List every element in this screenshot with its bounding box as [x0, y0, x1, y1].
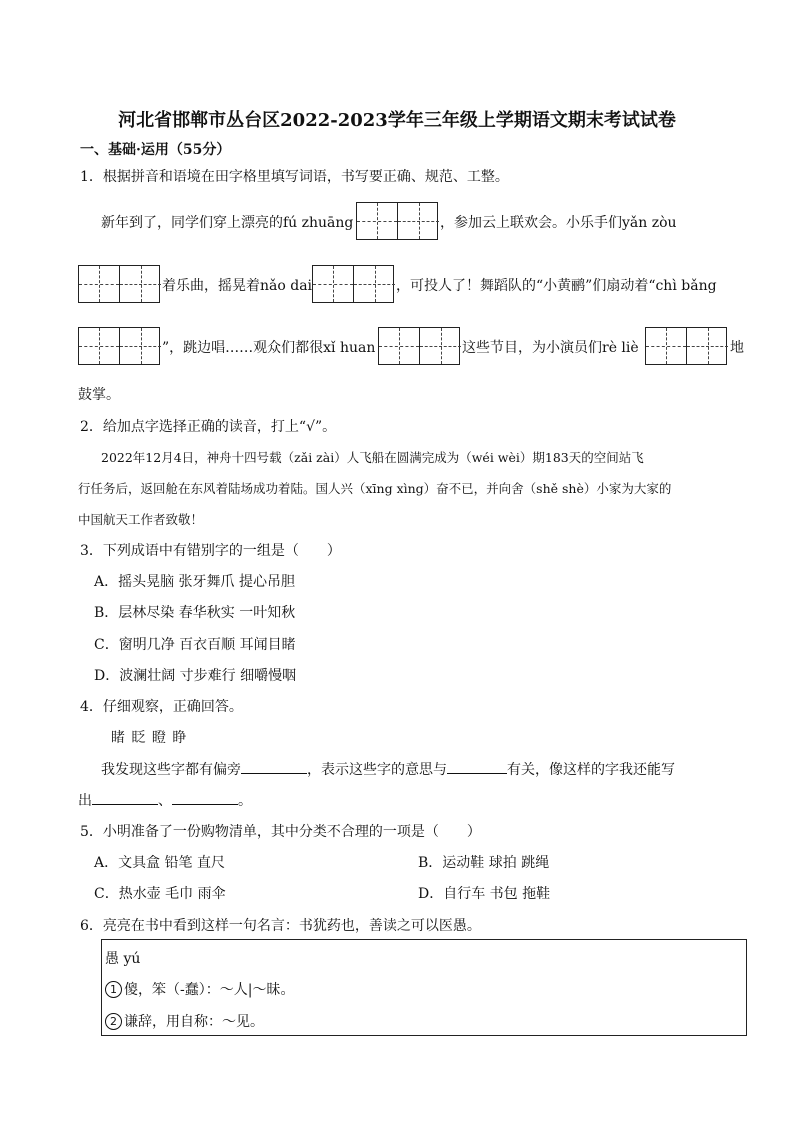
q3-option-a[interactable]: A．摇头晃脑 张牙舞爪 提心吊胆 — [94, 574, 296, 590]
dictionary-entry-box — [101, 939, 747, 1036]
q1-line3-a: ”，跳边唱……观众们都很xǐ huan — [162, 340, 376, 356]
q5-option-b[interactable]: B．运动鞋 球拍 跳绳 — [418, 855, 550, 871]
q4-characters: 睹 眨 瞪 睁 — [111, 730, 188, 746]
answer-grid-yanzou[interactable] — [78, 265, 160, 303]
answer-grid-naodai[interactable] — [312, 265, 394, 303]
dictionary-definition-2: 2 谦辞，用自称：～见。 — [105, 1011, 264, 1031]
number-1-badge: 1 — [105, 981, 122, 998]
q4-sentence-line2 — [78, 790, 252, 810]
q1-stem: 1．根据拼音和语境在田字格里填写词语，书写要正确、规范、工整。 — [80, 169, 509, 185]
q3-option-c[interactable]: C．窗明几净 百衣百顺 耳闻目睹 — [94, 637, 296, 653]
q4-text-b: ，表示这些字的意思与 — [307, 762, 447, 778]
q1-line4: 鼓掌。 — [78, 387, 120, 403]
dictionary-headword: 愚 yú — [105, 951, 141, 967]
answer-grid-xihuan[interactable] — [378, 327, 460, 365]
answer-grid-fuzhuang[interactable] — [356, 202, 438, 240]
fill-blank-radical[interactable] — [241, 759, 307, 774]
q3-option-d[interactable]: D．波澜壮阔 寸步难行 细嚼慢咽 — [94, 668, 297, 684]
q2-stem: 2．给加点字选择正确的读音，打上“√”。 — [80, 419, 337, 435]
q4-text-a: 我发现这些字都有偏旁 — [101, 762, 241, 778]
q2-paragraph-line1: 2022年12月4日，神舟十四号载（zǎi zài）人飞船在圆满完成为（wéi wèi）期183天的空间站飞 — [101, 450, 644, 465]
q5-option-a[interactable]: A．文具盒 铅笔 直尺 — [94, 855, 226, 871]
dictionary-definition-1: 1 傻，笨（-蠢）：～人|～昧。 — [105, 979, 294, 999]
answer-grid-relie[interactable] — [645, 327, 727, 365]
number-2-badge: 2 — [105, 1013, 122, 1030]
q1-line1-b: ，参加云上联欢会。小乐手们yǎn zòu — [440, 215, 677, 231]
answer-grid-chibang[interactable] — [78, 327, 160, 365]
q4-text-e: 、 — [158, 793, 172, 809]
q4-text-d: 出 — [78, 793, 92, 809]
q1-line3-b: 这些节目，为小演员们rè liè — [462, 340, 639, 356]
q1-line1-a: 新年到了，同学们穿上漂亮的fú zhuāng — [101, 215, 354, 231]
q4-text-f: 。 — [238, 793, 252, 809]
q4-sentence-line1 — [101, 759, 675, 779]
q2-paragraph-line2: 行任务后，返回舱在东风着陆场成功着陆。国人兴（xīng xìng）奋不已，并向舍（shě shè）小家为大家的 — [78, 481, 672, 496]
fill-blank-char-1[interactable] — [92, 790, 158, 805]
q5-option-d[interactable]: D．自行车 书包 拖鞋 — [418, 886, 551, 902]
q5-option-c[interactable]: C．热水壶 毛巾 雨伞 — [94, 886, 226, 902]
q1-line2-b: ，可投人了！舞蹈队的“小黄鹂”们扇动着“chì bǎng — [396, 278, 717, 294]
q6-stem: 6．亮亮在书中看到这样一句名言：书犹药也，善读之可以医愚。 — [80, 918, 481, 934]
q3-stem: 3．下列成语中有错别字的一组是（ ） — [80, 543, 341, 559]
q1-line3-c: 地 — [730, 340, 744, 356]
q4-text-c: 有关，像这样的字我还能写 — [507, 762, 675, 778]
q3-option-b[interactable]: B．层林尽染 春华秋实 一叶知秋 — [94, 605, 296, 621]
section-heading: 一、基础·运用（55分） — [80, 142, 231, 158]
fill-blank-char-2[interactable] — [172, 790, 238, 805]
q2-paragraph-line3: 中国航天工作者致敬！ — [78, 512, 204, 527]
q4-stem: 4．仔细观察，正确回答。 — [80, 699, 243, 715]
q5-stem: 5．小明准备了一份购物清单，其中分类不合理的一项是（ ） — [80, 824, 481, 840]
fill-blank-meaning[interactable] — [447, 759, 507, 774]
q1-line2-a: 着乐曲，摇晃着nǎo dai — [162, 278, 313, 294]
page-title: 河北省邯郸市丛台区2022-2023学年三年级上学期语文期末考试试卷 — [118, 110, 676, 131]
